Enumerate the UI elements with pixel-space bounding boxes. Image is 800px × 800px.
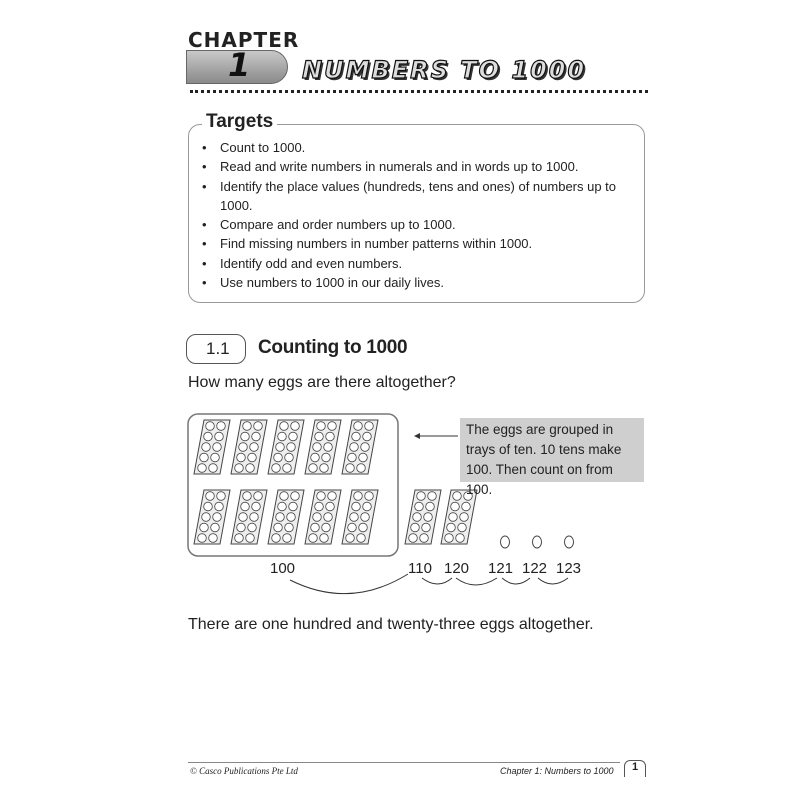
list-item: • Compare and order numbers up to 1000. (200, 215, 630, 234)
egg-icon (458, 523, 467, 532)
egg-icon (354, 422, 363, 431)
egg-icon (204, 502, 213, 511)
chapter-number: 1 (228, 46, 251, 84)
egg-icon (235, 534, 244, 543)
egg-icon (359, 453, 368, 462)
copyright: © Casco Publications Pte Ltd (190, 766, 298, 776)
egg-icon (445, 534, 454, 543)
egg-icon (287, 513, 296, 522)
egg-icon (460, 513, 469, 522)
count-label: 123 (556, 560, 582, 577)
egg-icon (285, 523, 294, 532)
count-label: 121 (488, 560, 514, 577)
egg-tray (405, 490, 441, 544)
egg-icon (291, 492, 300, 501)
egg-icon (276, 513, 285, 522)
egg-tray (268, 420, 304, 474)
footer-divider (188, 762, 620, 763)
count-label: 120 (444, 560, 470, 577)
egg-icon (322, 523, 331, 532)
egg-icon (311, 453, 320, 462)
egg-tray (268, 490, 304, 544)
section-title: Counting to 1000 (258, 337, 408, 358)
question-text: How many eggs are there altogether? (188, 374, 456, 391)
egg-icon (320, 534, 329, 543)
egg-icon (428, 492, 437, 501)
egg-icon (311, 523, 320, 532)
egg-icon (315, 502, 324, 511)
egg-icon (213, 443, 222, 452)
egg-icon (346, 464, 355, 473)
egg-icon (456, 534, 465, 543)
egg-icon (322, 453, 331, 462)
egg-icon (274, 523, 283, 532)
egg-icon (449, 513, 458, 522)
egg-icon (350, 513, 359, 522)
egg-icon (239, 513, 248, 522)
egg-icon (200, 453, 209, 462)
egg-icon (206, 492, 215, 501)
egg-icon (246, 534, 255, 543)
list-item: • Find missing numbers in number patterns within 1000. (200, 234, 630, 253)
egg-icon (354, 492, 363, 501)
egg-icon (447, 523, 456, 532)
egg-icon (501, 536, 510, 548)
count-label: 122 (522, 560, 548, 577)
egg-tray (305, 420, 341, 474)
chapter-title: NUMBERS TO 1000 (302, 56, 587, 84)
egg-icon (272, 534, 281, 543)
egg-icon (350, 443, 359, 452)
egg-icon (241, 502, 250, 511)
egg-icon (215, 502, 224, 511)
egg-icon (248, 453, 257, 462)
egg-icon (409, 534, 418, 543)
egg-icon (237, 453, 246, 462)
egg-icon (313, 443, 322, 452)
egg-icon (317, 422, 326, 431)
egg-icon (348, 453, 357, 462)
egg-icon (324, 513, 333, 522)
egg-icon (202, 513, 211, 522)
egg-icon (453, 492, 462, 501)
egg-icon (352, 432, 361, 441)
egg-icon (365, 492, 374, 501)
list-item: • Use numbers to 1000 in our daily lives. (200, 273, 630, 292)
egg-icon (317, 492, 326, 501)
egg-icon (326, 432, 335, 441)
egg-icon (426, 502, 435, 511)
egg-tray (194, 420, 230, 474)
egg-icon (285, 453, 294, 462)
egg-icon (235, 464, 244, 473)
section-number: 1.1 (206, 339, 230, 358)
egg-icon (357, 464, 366, 473)
egg-icon (217, 422, 226, 431)
egg-icon (346, 534, 355, 543)
egg-icon (363, 432, 372, 441)
egg-tray (194, 490, 230, 544)
egg-icon (361, 513, 370, 522)
egg-icon (422, 523, 431, 532)
list-item: • Identify the place values (hundreds, tens and ones) of numbers up to 1000. (200, 177, 630, 216)
egg-icon (206, 422, 215, 431)
arrow-head-icon (414, 433, 420, 439)
egg-icon (359, 523, 368, 532)
egg-icon (239, 443, 248, 452)
hint-note: The eggs are grouped in trays of ten. 10 tens make 100. Then count on from 100. (460, 418, 644, 482)
egg-icon (204, 432, 213, 441)
egg-icon (289, 502, 298, 511)
egg-icon (209, 464, 218, 473)
egg-icon (320, 464, 329, 473)
egg-icon (324, 443, 333, 452)
egg-icon (462, 502, 471, 511)
egg-icon (211, 523, 220, 532)
egg-icon (420, 534, 429, 543)
egg-icon (278, 502, 287, 511)
targets-heading: Targets (202, 111, 277, 133)
egg-icon (361, 443, 370, 452)
egg-icon (280, 422, 289, 431)
egg-icon (254, 422, 263, 431)
egg-icon (326, 502, 335, 511)
egg-icon (417, 492, 426, 501)
egg-icon (287, 443, 296, 452)
egg-icon (309, 464, 318, 473)
egg-icon (411, 523, 420, 532)
egg-icon (309, 534, 318, 543)
egg-icon (243, 492, 252, 501)
egg-icon (424, 513, 433, 522)
egg-icon (202, 443, 211, 452)
egg-icon (451, 502, 460, 511)
egg-icon (209, 534, 218, 543)
egg-icon (415, 502, 424, 511)
egg-icon (533, 536, 542, 548)
egg-icon (198, 534, 207, 543)
egg-icon (211, 453, 220, 462)
list-item: • Count to 1000. (200, 138, 630, 157)
egg-tray (342, 490, 378, 544)
list-item: • Read and write numbers in numerals and in words up to 1000. (200, 157, 630, 176)
egg-icon (248, 523, 257, 532)
egg-icon (283, 534, 292, 543)
egg-icon (200, 523, 209, 532)
egg-icon (198, 464, 207, 473)
egg-tray (231, 420, 267, 474)
egg-icon (250, 513, 259, 522)
answer-text: There are one hundred and twenty-three eggs altogether. (188, 616, 594, 633)
egg-icon (565, 536, 574, 548)
egg-icon (280, 492, 289, 501)
egg-icon (283, 464, 292, 473)
egg-icon (274, 453, 283, 462)
egg-icon (246, 464, 255, 473)
egg-tray (231, 490, 267, 544)
egg-icon (213, 513, 222, 522)
egg-icon (217, 492, 226, 501)
egg-icon (328, 492, 337, 501)
egg-icon (313, 513, 322, 522)
count-label: 100 (270, 560, 296, 577)
egg-icon (413, 513, 422, 522)
egg-icon (289, 432, 298, 441)
page-number: 1 (624, 760, 646, 777)
egg-icon (215, 432, 224, 441)
egg-icon (250, 443, 259, 452)
egg-tray (305, 490, 341, 544)
egg-icon (363, 502, 372, 511)
chapter-label: CHAPTER (188, 28, 300, 52)
egg-icon (315, 432, 324, 441)
list-item: • Identify odd and even numbers. (200, 254, 630, 273)
egg-icon (272, 464, 281, 473)
egg-tray (342, 420, 378, 474)
footer-chapter-ref: Chapter 1: Numbers to 1000 (500, 766, 614, 776)
egg-icon (328, 422, 337, 431)
count-label: 110 (408, 560, 432, 577)
egg-icon (237, 523, 246, 532)
egg-icon (252, 502, 261, 511)
egg-icon (276, 443, 285, 452)
egg-icon (243, 422, 252, 431)
egg-icon (252, 432, 261, 441)
egg-icon (241, 432, 250, 441)
egg-icon (254, 492, 263, 501)
egg-icon (352, 502, 361, 511)
egg-icon (365, 422, 374, 431)
egg-icon (357, 534, 366, 543)
egg-icon (291, 422, 300, 431)
egg-icon (348, 523, 357, 532)
egg-icon (278, 432, 287, 441)
